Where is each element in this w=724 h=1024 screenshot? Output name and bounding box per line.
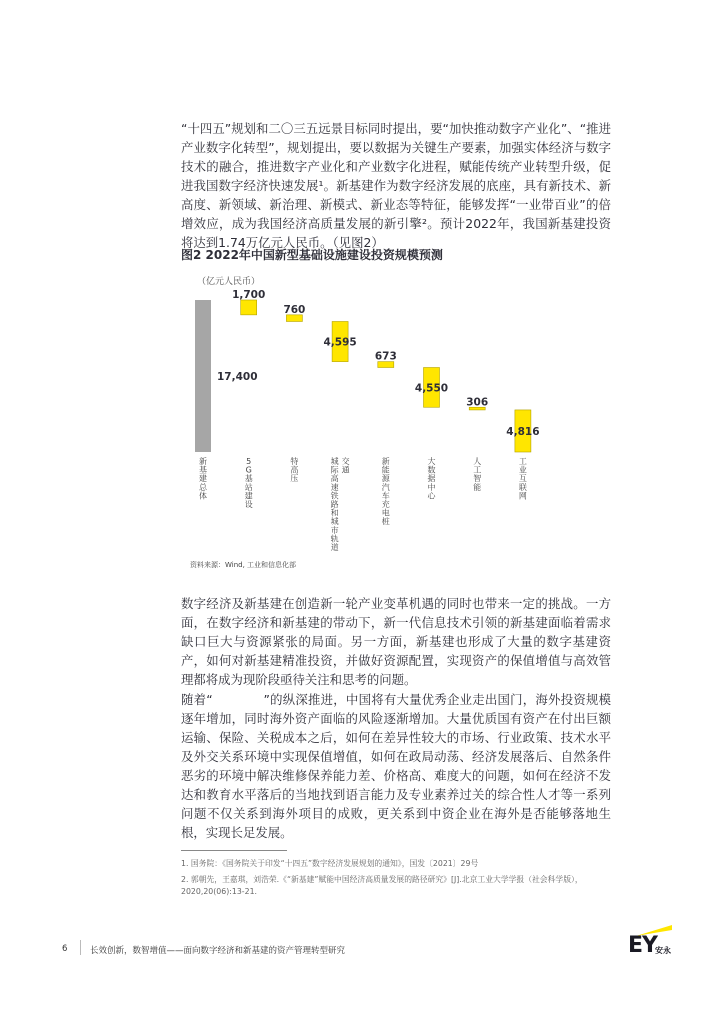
category-label-6-char-2: 智 [473,474,482,484]
category-label-2-char-1: 高 [290,465,299,475]
category-label-3-char-6: 和 [330,508,339,518]
category-label-4-char-7: 桩 [381,517,390,527]
category-label-4-char-5: 充 [381,500,390,509]
data-label-7: 4,816 [506,425,540,438]
figure-title: 图2 2022年中国新型基础设施建设投资规模预测 [181,248,443,262]
category-label-4-char-1: 能 [381,465,390,475]
category-label-3-char-5: 路 [330,500,339,509]
category-label-4-char-4: 车 [381,491,390,501]
category-label-6-char-1: 工 [473,465,482,475]
data-label-4: 673 [374,350,397,363]
category-label-6-char-0: 人 [473,457,482,466]
category-label-4-char-0: 新 [381,457,390,466]
category-label-7-char-3: 联 [518,482,527,492]
category-label-total-char-0: 新 [199,457,207,466]
category-label-5-char-2: 据 [427,474,436,484]
category-label-7-char-2: 互 [518,474,527,484]
category-label-7-char-4: 网 [518,491,527,501]
data-label-1: 1,700 [232,289,266,301]
category-label-6-char-3: 能 [473,482,482,492]
category-label-3-char-2: 高 [330,474,339,484]
category-label-2-char-2: 压 [290,474,299,484]
overseas-paragraph: 随着“ ”的纵深推进，中国将有大量优秀企业走出国门，海外投资规模逐年增加，同时海外资产面临的风险逐渐增加。大量优质国有资产在付出巨额运输、保险、关税成本之后，如何在差异性较大的市场、行业政策、技术水平及外交关系环境中实现保值增值，如何在政局动荡、经济发展落后、自然条件恶劣的环境中解决维修保养能力差、价格高、难度大的问题，如何在经济不发达和教育水平落后的当地找到语言能力及专业素养过关的综合性人才等一系列问题不仅关系到海外项目的成败，更关系到中资企业在海外是否能够落地生根，实现长足发展。 [181,692,611,840]
chart-source: 资料来源：Wind, 工业和信息化部 [190,561,297,569]
category-label-5-char-1: 数 [427,465,436,475]
category-label-total-char-1: 基 [199,465,207,475]
category-label-5-char-0: 大 [427,457,436,466]
data-label-6: 306 [466,396,489,409]
challenge-paragraph: 数字经济及新基建在创造新一轮产业变革机遇的同时也带来一定的挑战。一方面，在数字经济和新基建的带动下，新一代信息技术引领的新基建面临着需求缺口巨大与资源紧张的局面。另一方面，新基建也形成了大量的数字基建资产，如何对新基建精准投资，并做好资源配置，实现资产的保值增值与高效管理都将成为现阶段亟待关注和思考的问题。 [181,596,611,687]
category-label-1-char-4: 建 [244,491,253,501]
category-label-1-char-2: 基 [244,474,253,484]
footnote-divider [181,850,287,851]
unit-label: （亿元人民币） [197,277,261,287]
category-label-5-char-4: 心 [427,491,436,501]
category-label-3-char-11: 交 [341,457,350,466]
category-label-1-char-3: 站 [244,482,253,492]
category-label-total-char-2: 建 [199,474,207,484]
data-label-total: 17,400 [217,371,258,383]
category-label-4-char-6: 电 [381,508,390,518]
category-label-3-char-1: 际 [330,465,339,475]
footer-separator [80,940,81,955]
data-label-3: 4,595 [323,336,357,349]
category-label-4-char-3: 汽 [381,482,390,492]
category-label-3-char-0: 城 [330,457,339,466]
category-label-4-char-2: 源 [381,474,390,484]
category-label-3-char-4: 铁 [330,491,339,501]
category-label-total-char-3: 总 [199,482,207,492]
intro-paragraph: “十四五”规划和二〇三五远景目标同时提出，要“加快推动数字产业化”、“推进产业数字化转型”，规划提出，要以数据为关键生产要素，加强实体经济与数字技术的融合，推进数字产业化和产业数字化进程，赋能传统产业转型升级，促进我国数字经济快速发展¹。新基建作为数字经济发展的底座，具有新技术、新高度、新领域、新治理、新模式、新业态等特征，能够发挥“一业带百业”的倍增效应，成为我国经济高质量发展的新引擎²。预计2022年，我国新基建投资将达到1.74万亿元人民币。（见图2） [181,121,611,250]
category-label-3-char-12: 通 [341,465,350,475]
bar-total [195,300,211,452]
category-label-total-char-4: 体 [199,491,207,501]
footnotes [181,858,621,902]
data-label-2: 760 [283,303,306,316]
category-label-3-char-8: 市 [330,525,339,535]
category-label-3-char-9: 轨 [330,534,339,544]
page-number: 6 [62,944,68,954]
category-label-7-char-0: 工 [518,457,527,466]
category-label-5-char-3: 中 [427,482,436,492]
data-label-5: 4,550 [414,382,449,395]
footnote-2: 2. 郭朝先，王嘉琪，刘浩荣.《“新基建”赋能中国经济高质量发展的路径研究》[J].北京工业大学学报（社会科学版），2020,20(06):13-21. [181,875,583,896]
logo-cn-text: 安永 [655,946,671,955]
category-label-3-char-3: 速 [330,482,339,492]
ey-logo [628,925,672,959]
logo-text: EY [628,933,657,958]
category-label-1-char-0: 5 [246,457,252,466]
category-label-3-char-10: 道 [330,543,339,552]
bar-component-1 [241,300,257,315]
category-label-1-char-1: G [245,465,252,475]
category-label-2-char-0: 特 [290,457,299,466]
category-label-7-char-1: 业 [518,465,527,475]
waterfall-chart [181,268,540,558]
footer-title: 长效创新，数智增值——面向数字经济和新基建的资产管理转型研究 [90,946,346,956]
footnote-1: 1. 国务院：《国务院关于印发“十四五”数字经济发展规划的通知》，国发〔2021〕29号 [181,859,479,868]
category-label-1-char-5: 设 [244,500,253,509]
category-label-3-char-7: 城 [330,517,339,527]
